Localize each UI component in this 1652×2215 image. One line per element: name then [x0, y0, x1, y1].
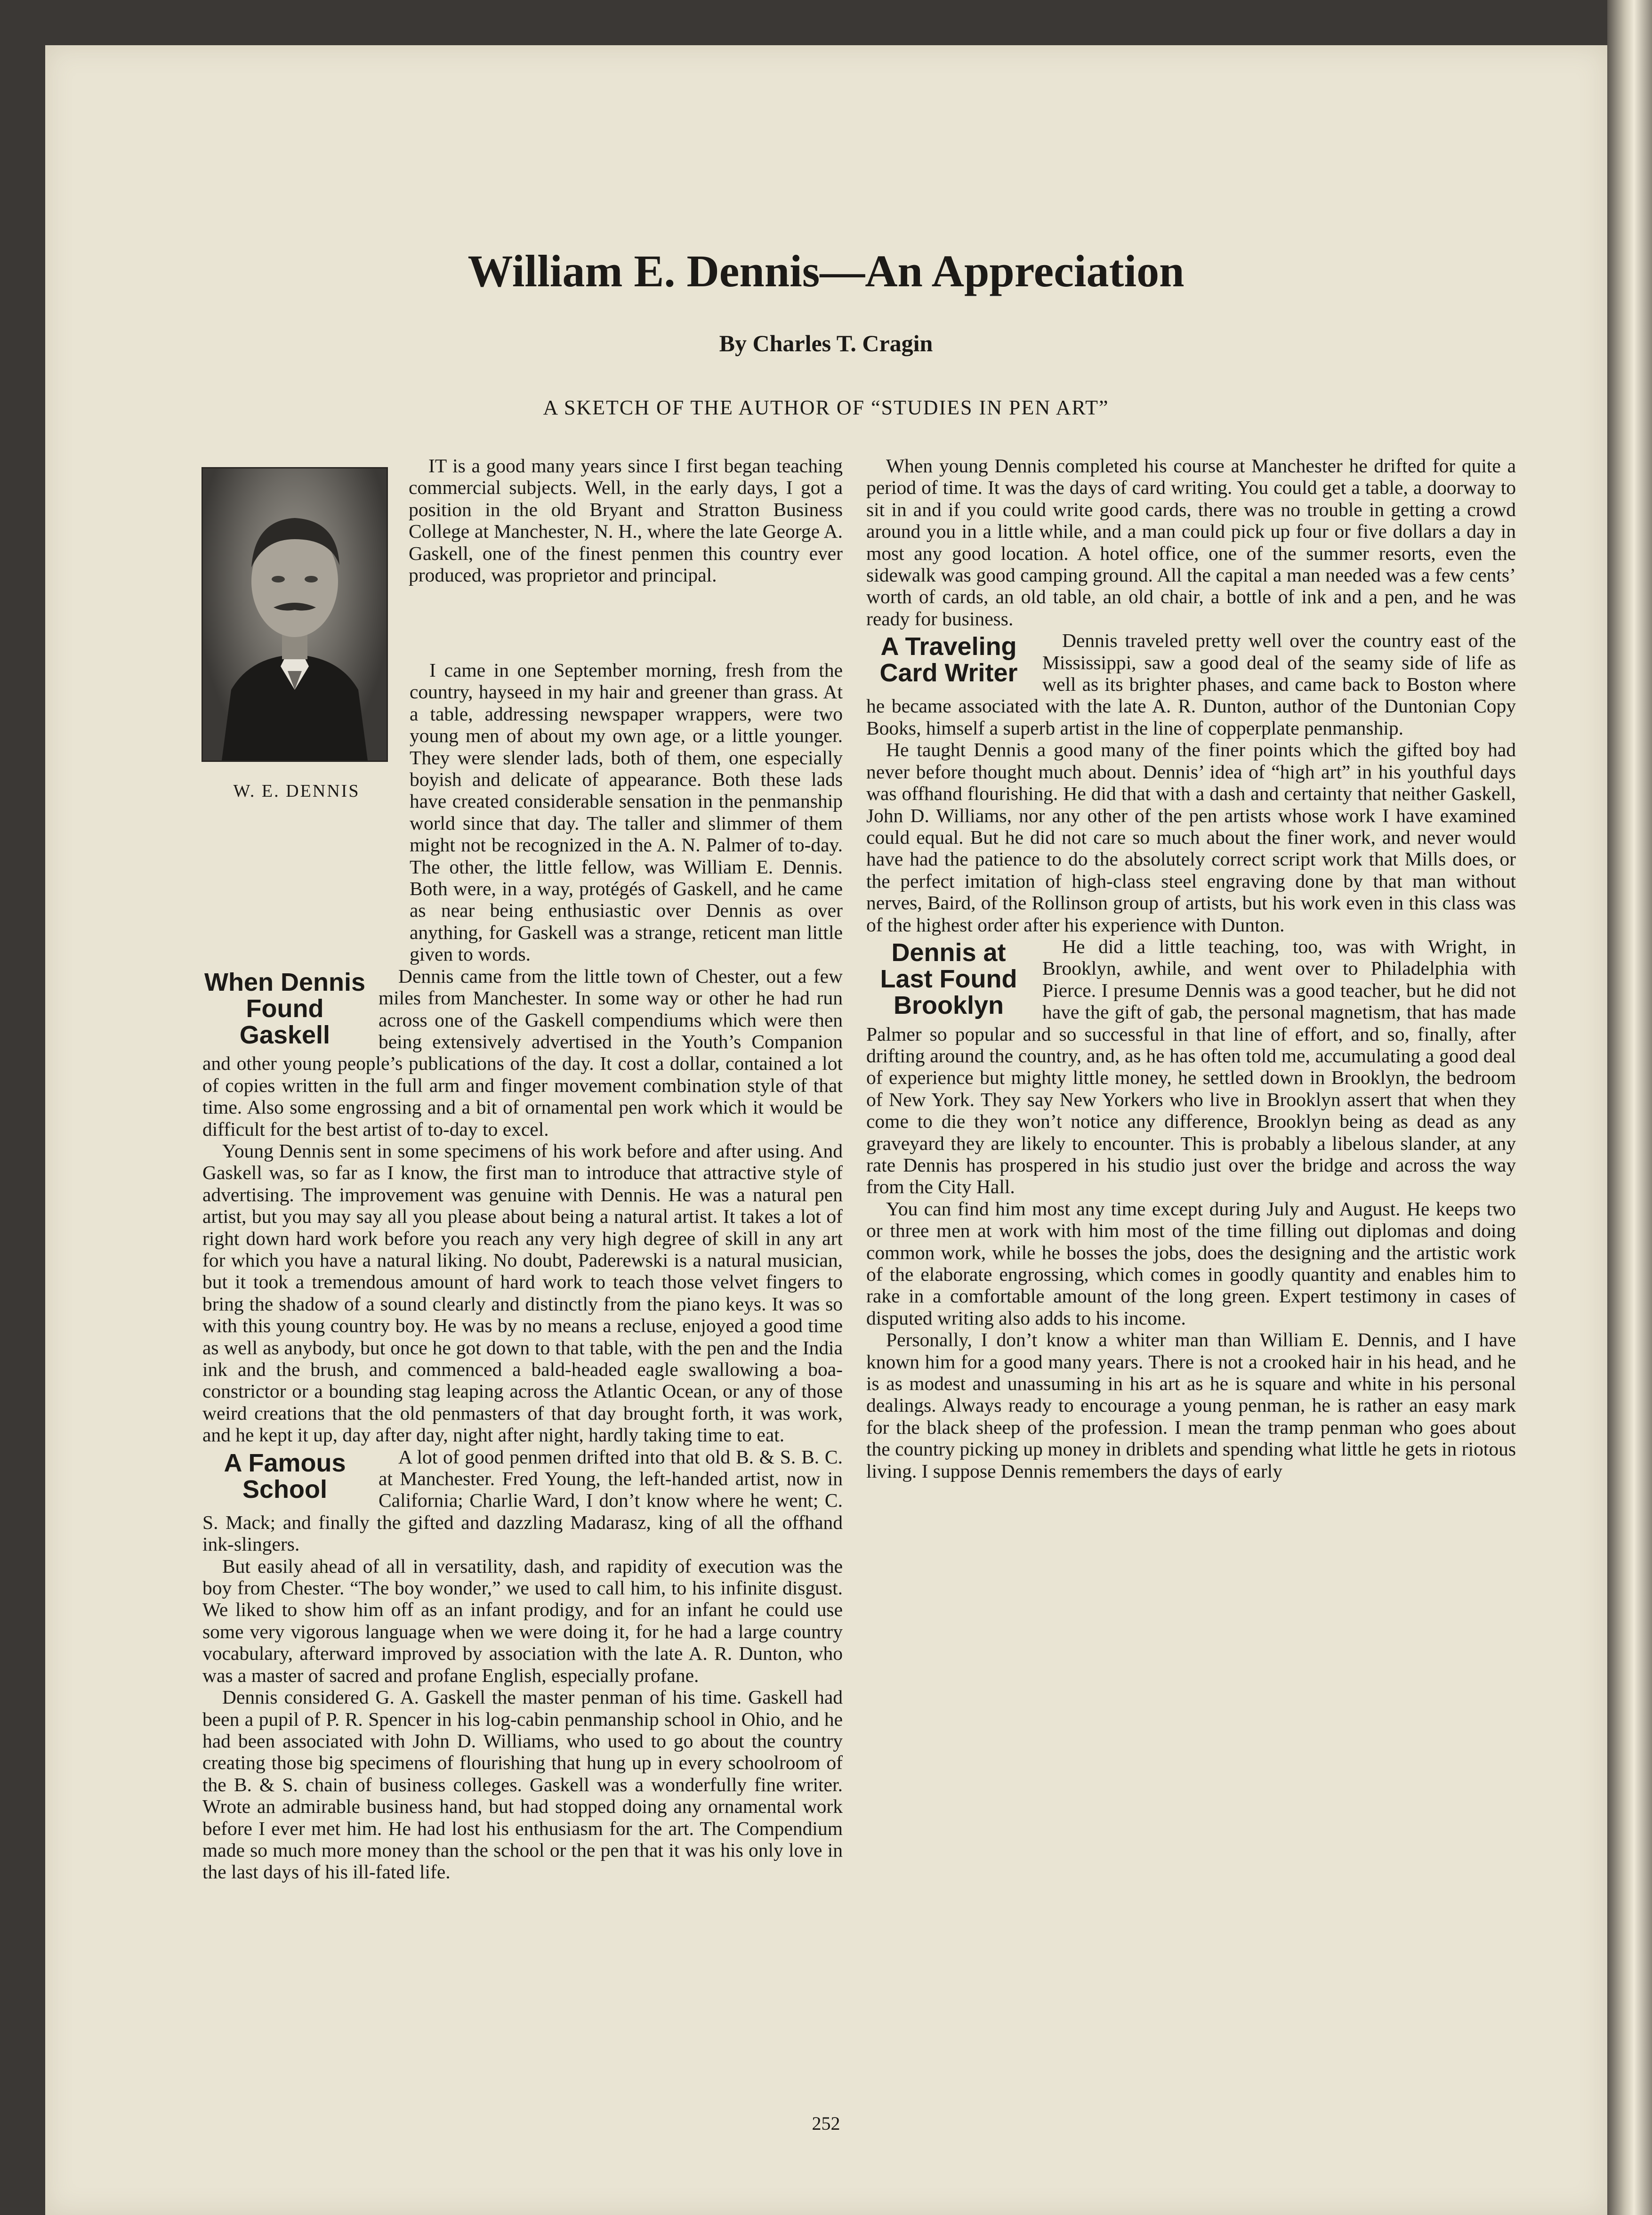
paragraph: When young Dennis completed his course at Manchester he drifted for quite a period of time. It was the days of card writing. You could get a table, a doorway to sit in and if you could write good cards, there was no trouble in getting a crowd around you in a little while, and a man could pick up four or five dollars a day in most any good location. A hotel office, one of the summer resorts, even the sidewalk was good camping ground. All the capital a man needed was a few cents’ worth of cards, an old table, an old chair, a bottle of ink and a pen, and he was ready for business.	[866, 455, 1516, 630]
left-column-top	[409, 455, 843, 586]
paragraph: Dennis traveled pretty well over the country east of the Mississippi, saw a good deal of the seamy side of life as well as its brighter phases, and came back to Boston where he became associated with the late A. R. Dunton, author of the Duntonian Copy Books, himself a superb artist in the line of copperplate penmanship.	[866, 630, 1516, 739]
side-heading-a-traveling-card-writer: A Traveling Card Writer	[879, 632, 1018, 687]
paragraph: Dennis came from the little town of Chester, out a few miles from Manchester. In some way or other he had run across one of the Gaskell compendiums which were then being extensively advertised in the Youth’s Companion and other young people’s publications of the day. It cost a dollar, contained a lot of copies written in the full arm and finger movement combination style of that time. Also some engrossing and a bit of ornamental pen work which it would be difficult for the best artist of to-day to excel.	[202, 965, 843, 1140]
paragraph: Young Dennis sent in some specimens of his work before and after using. And Gaskell was, so far as I know, the first man to introduce that attractive style of advertising. The improvement was genuine with Dennis. He was a natural pen artist, but you may say all you please about being a natural artist. It takes a lot of right down hard work before you reach any very high degree of skill in any art for which you have a natural liking. No doubt, Paderewski is a natural musician, but it took a tremendous amount of hard work to teach those velvet fingers to bring the shadow of a sound clearly and distinctly from the piano keys. It was so with this young country boy. He was by no means a recluse, enjoyed a good time as well as anybody, but once he got down to that table, with the pen and the India ink and the brush, and commenced a bald-headed eagle swallowing a boa-constrictor or a bounding stag leaping across the Atlantic Ocean, or any of those weird creations that the old penmasters of that day brought forth, it was work, and he kept it up, day after day, night after night, hardly taking time to eat.	[202, 1140, 843, 1446]
paragraph: But easily ahead of all in versatility, dash, and rapidity of execution was the boy from Chester. “The boy wonder,” we used to call him, to his infinite disgust. We liked to show him off as an infant prodigy, and for an infant he could use some very vigorous language when we were doing it, for he had a large country vocabulary, afterward improved by association with the late A. R. Dunton, who was a master of sacred and profane English, especially profane.	[202, 1555, 843, 1686]
paragraph: He did a little teaching, too, was with Wright, in Brooklyn, awhile, and went over to Philadelphia with Pierce. I presume Dennis was a good teacher, but he did not have the gift of gab, the personal magnetism, that has made Palmer so popular and so successful in that line of effort, and so, finally, after drifting around the country, and, as he has often told me, accumulating a good deal of experience but mighty little money, he settled down in Brooklyn, the bedroom of New York. They say New Yorkers who live in Brooklyn assert that when they come to die they won’t notice any difference, Brooklyn being as dead as any graveyard they are likely to encounter. This is probably a libelous slander, at any rate Dennis has prospered in his studio just over the bridge and across the way from the City Hall.	[866, 935, 1516, 1198]
byline: By Charles T. Cragin	[719, 330, 933, 356]
side-heading-a-famous-school: A Famous School	[224, 1448, 346, 1504]
portrait-caption: W. E. DENNIS	[233, 781, 360, 801]
right-column	[866, 455, 1516, 1990]
paragraph: I came in one September morning, fresh from the country, hayseed in my hair and greener than grass. At a table, addressing newspaper wrappers, were two young men of about my own age, or a little younger. They were slender lads, both of them, one especially boyish and delicate of appearance. Both these lads have created considerable sensation in the penmanship world since that day. The taller and slimmer of them might not be recognized in the A. N. Palmer of to-day. The other, the little fellow, was William E. Dennis. Both were, in a way, protégés of Gaskell, and he came as near being enthusiastic over Dennis as over anything, for Gaskell was a strange, reticent man little given to words.	[410, 659, 843, 965]
page-number: 252	[812, 2113, 840, 2134]
side-heading-dennis-at-last-found-brooklyn: Dennis at Last Found Brooklyn	[880, 938, 1017, 1019]
side-heading-when-dennis-found-gaskell: When Dennis Found Gaskell	[204, 968, 365, 1049]
article-title: William E. Dennis—An Appreciation	[467, 246, 1185, 296]
paragraph: Dennis considered G. A. Gaskell the master penman of his time. Gaskell had been a pupil of P. R. Spencer in his log-cabin penmanship school in Ohio, and he had been associated with John D. Williams, who used to go about the country creating those big specimens of flourishing that hung up in every schoolroom of the B. & S. chain of business colleges. Gaskell was a wonderfully fine writer. Wrote an admirable business hand, but had stopped doing any ornamental work before I ever met him. He had lost his enthusiasm for the art. The Compendium made so much more money than the school or the pen that it was his only love in the last days of his ill-fated life.	[202, 1686, 843, 1883]
article-subtitle: A SKETCH OF THE AUTHOR OF “STUDIES IN PEN ART”	[543, 396, 1109, 419]
paragraph: A lot of good penmen drifted into that old B. & S. B. C. at Manchester. Fred Young, the left-handed artist, now in California; Charlie Ward, I don’t know where he went; C. S. Mack; and finally the gifted and dazzling Madarasz, king of all the offhand ink-slingers.	[202, 1446, 843, 1555]
left-column-main	[202, 659, 843, 2015]
paragraph: He taught Dennis a good many of the finer points which the gifted boy had never before thought much about. Dennis’ idea of “high art” in his youthful days was offhand flourishing. He did that with a dash and certainty that neither Gaskell, John D. Williams, nor any other of the pen artists whose work I have examined could equal. But he did not care so much about the finer work, and never would have had the patience to do the absolutely correct script work that Mills does, or the perfect imitation of high-class steel engraving done by that man without nerves, Baird, of the Rollinson group of artists, but his work even in this class was of the highest order after his experience with Dunton.	[866, 739, 1516, 936]
paragraph: IT is a good many years since I first began teaching commercial subjects. Well, in the early days, I got a position in the old Bryant and Stratton Business College at Manchester, N. H., where the late George A. Gaskell, one of the finest penmen this country ever produced, was proprietor and principal.	[409, 455, 843, 586]
paragraph: You can find him most any time except during July and August. He keeps two or three men at work with him most of the time filling out diplomas and doing common work, while he bosses the jobs, does the designing and the artistic work of the elaborate engrossing, which comes in goodly quantity and enables him to rake in a comfortable amount of the long green. Expert testimony in cases of disputed writing also adds to his income.	[866, 1197, 1516, 1329]
paragraph: Personally, I don’t know a whiter man than William E. Dennis, and I have known him for a good many years. There is not a crooked hair in his head, and he is as modest and unassuming in his art as he is square and white in his personal dealings. Always ready to encourage a young penman, he is rather an easy mark for the black sheep of the profession. I mean the tramp penman who goes about the country picking up money in driblets and spending what little he gets in riotous living. I suppose Dennis remembers the days of early	[866, 1329, 1516, 1482]
